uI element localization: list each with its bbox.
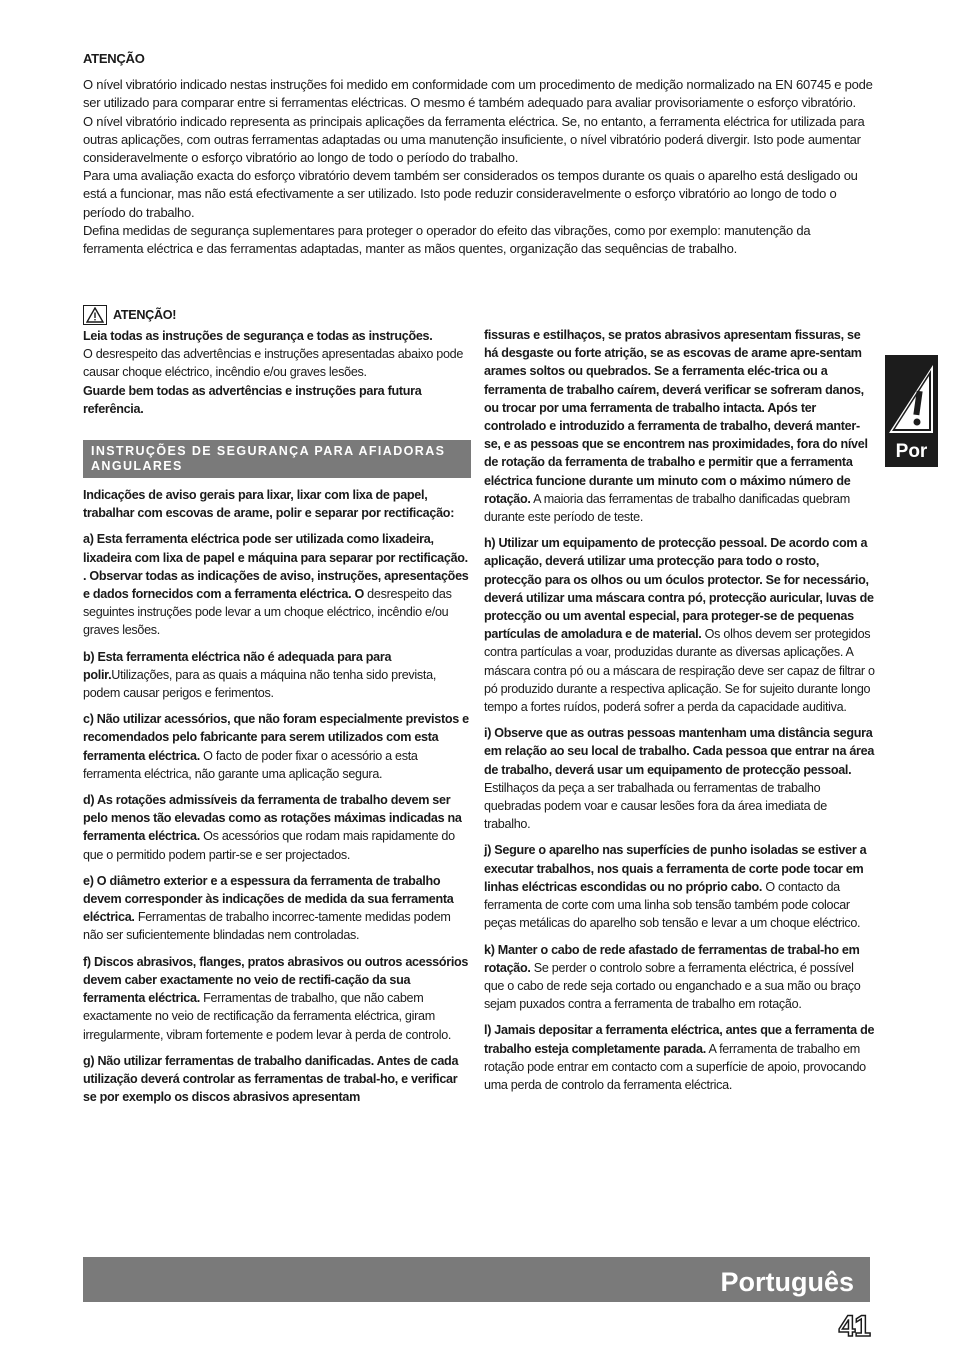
- warning-line-2: O desrespeito das advertências e instruções apresentadas abaixo pode causar choque eléctrico, incêndio e/ou graves lesões.: [83, 347, 464, 380]
- notice-paragraph: O nível vibratório indicado representa as principais aplicações da ferramenta eléctrica. Se, no entanto, a ferramenta eléctrica for utilizada para outras aplicações, com outras ferramentas adaptadas ou uma manutenção insuficiente, o nível vibratório poderá divergir. Isto pode aumentar consideravelmente o esforço vibratório ao longo de todo o período do trabalho.: [83, 113, 865, 166]
- instruction-g: g) Não utilizar ferramentas de trabalho danificadas. Antes de cada utilização deverá controlar as ferramentas de trabal-ho, e verificar se por exemplo os discos abrasivos apresentam: [83, 1053, 459, 1105]
- right-column: [484, 326, 876, 1102]
- instruction-d: d) As rotações admissíveis da ferramenta de trabalho devem ser pelo menos tão elevadas como as rotações máximas indicadas na ferramenta eléctrica. Os acessórios que rodam mais rapidamente do que o permitido podem partir-se e ser projectados.: [83, 793, 462, 862]
- instruction-i: i) Observe que as outras pessoas mantenham uma distância segura em relação ao seu local de trabalho. Cada pessoa que entrar na área de trabalho, deverá usar um equipamento de protecção pessoal. Estilhaços da peça a ser trabalhada ou ferramentas de trabalho quebradas podem voar e causar lesões fora da área imediata de trabalho.: [484, 726, 875, 832]
- instruction-k: k) Manter o cabo de rede afastado de ferramentas de trabal-ho em rotação. Se perder o controlo sobre a ferramenta eléctrica, é possível que o cabo de rede seja cortado ou enganchado e a sua mão ou braço sejam puxados contra a ferramenta de trabalho em rotação.: [484, 942, 861, 1012]
- instruction-g-continued: fissuras e estilhaços, se pratos abrasivos apresentam fissuras, se há desgaste ou forte atrição, se as escovas de arame apre-sentam arames soltos ou quebrados. Se a ferramenta eléc-trica ou a ferramenta de trabalho caírem, deverá verificar se sofreram danos, ou trocar por uma ferramenta de trabalho intacta. Após ter controlado e introduzido a ferramenta de trabalho, deverá manter-se, e as pessoas que se encontrem nas proximidades, fora do nível de rotação da ferramenta de trabalho e permitir que a ferramenta eléctrica funcione durante um minuto com o máximo número de rotação. A maioria das ferramentas de trabalho danificadas quebram durante este período de teste.: [484, 328, 868, 525]
- page-number: 41: [838, 1310, 870, 1343]
- warning-label: ATENÇÃO!: [113, 307, 177, 322]
- instruction-e: e) O diâmetro exterior e a espessura da ferramenta de trabalho devem corresponder às indicações de medida da sua ferramenta eléctrica. Ferramentas de trabalho incorrec-tamente medidas podem não ser suficientemente blindadas nem controladas.: [83, 873, 454, 943]
- section-heading: INSTRUÇÕES DE SEGURANÇA PARA AFIADORAS ANGULARES: [83, 440, 471, 478]
- warning-icon: [885, 355, 938, 437]
- instruction-b: b) Esta ferramenta eléctrica não é adequada para para polir.Utilizações, para as quais a máquina não tenha sido prevista, podem causar perigos e ferimentos.: [83, 649, 437, 701]
- notice-paragraph: Defina medidas de segurança suplementares para proteger o operador do efeito das vibrações, como por exemplo: manutenção da ferramenta eléctrica e das ferramentas adaptadas, manter as mãos quentes, organização das sequências de trabalho.: [83, 222, 811, 257]
- section-intro: Indicações de aviso gerais para lixar, lixar com lixa de papel, trabalhar com escovas de arame, polir e separar por rectificação:: [83, 488, 455, 521]
- left-column: [83, 305, 473, 1114]
- instruction-l: l) Jamais depositar a ferramenta eléctrica, antes que a ferramenta de trabalho esteja completamente parada. A ferramenta de trabalho em rotação pode entrar em contacto com a superfície de apoio, provocando uma perda de controlo da ferramenta eléctrica.: [484, 1023, 875, 1092]
- instruction-c: c) Não utilizar acessórios, que não foram especialmente previstos e recomendados pelo fabricante para serem utilizados com esta ferramenta eléctrica. O facto de poder fixar o acessório a esta ferramenta eléctrica, não garante uma aplicação segura.: [83, 712, 469, 781]
- language-tab-label: Por: [895, 441, 928, 462]
- instruction-j: j) Segure o aparelho nas superfícies de punho isoladas se estiver a executar trabalhos, nos quais a ferramenta de corte pode tocar em linhas eléctricas escondidas ou no próprio cabo. O contacto da ferramenta de corte com uma linha sob tensão também pode colocar peças metálicas do aparelho sob tensão e levar a um choque eléctrico.: [484, 843, 867, 931]
- vibration-notice: [83, 50, 873, 258]
- instruction-a: a) Esta ferramenta eléctrica pode ser utilizada como lixadeira, lixadeira com lixa de papel e máquina para separar por rectificação. . Observar todas as indicações de aviso, instruções, apresentações e dados fornecidos com a ferramenta eléctrica. O desrespeito das seguintes instruções pode levar a um choque eléctrico, incêndio e/ou graves lesões.: [83, 532, 469, 638]
- language-tab: [885, 355, 938, 467]
- warning-heading: [83, 305, 473, 325]
- notice-title: ATENÇÃO: [83, 51, 145, 66]
- warning-line-1: Leia todas as instruções de segurança e todas as instruções.: [83, 329, 433, 343]
- notice-paragraph: O nível vibratório indicado nestas instruções foi medido em conformidade com um procedimento de medição normalizado na EN 60745 e pode ser utilizado para comparar entre si ferramentas eléctricas. O mesmo é também adequado para avaliar provisoriamente o esforço vibratório.: [83, 77, 873, 111]
- instruction-f: f) Discos abrasivos, flanges, pratos abrasivos ou outros acessórios devem caber exactamente no veio de rectifi-cação da sua ferramenta eléctrica. Ferramentas de trabalho, que não cabem exactamente no veio de rectificação da ferramenta eléctrica, giram irregularmente, vibram fortemente e podem levar à perda de controlo.: [83, 954, 469, 1042]
- footer-language-bar: Português: [83, 1257, 870, 1302]
- warning-line-3: Guarde bem todas as advertências e instruções para futura referência.: [83, 383, 422, 416]
- notice-paragraph: Para uma avaliação exacta do esforço vibratório devem também ser considerados os tempos durante os quais o aparelho está desligado ou está a funcionar, mas não está efectivamente a ser utilizado. Isto pode reduzir consideravelmente o esforço vibratório ao longo de todo o período do trabalho.: [83, 168, 858, 220]
- warning-icon: [83, 305, 107, 325]
- instruction-h: h) Utilizar um equipamento de protecção pessoal. De acordo com a aplicação, deverá utilizar uma protecção para todo o rosto, protecção para os olhos ou um óculos protector. Se for necessário, deverá utilizar uma máscara contra pó, protecção auricular, luvas de protecção ou um avental especial, para proteger-se de pequenas partículas de amoladura e de material. Os olhos devem ser protegidos contra partículas a voar, produzidas durante as diversas aplicações. A máscara contra pó ou a máscara de respiração deve ser capaz de filtrar o pó produzido durante a respectiva aplicação. Se for sujeito durante longo tempo a fortes ruídos, poderá sofrer a perda da capacidade auditiva.: [484, 536, 875, 715]
